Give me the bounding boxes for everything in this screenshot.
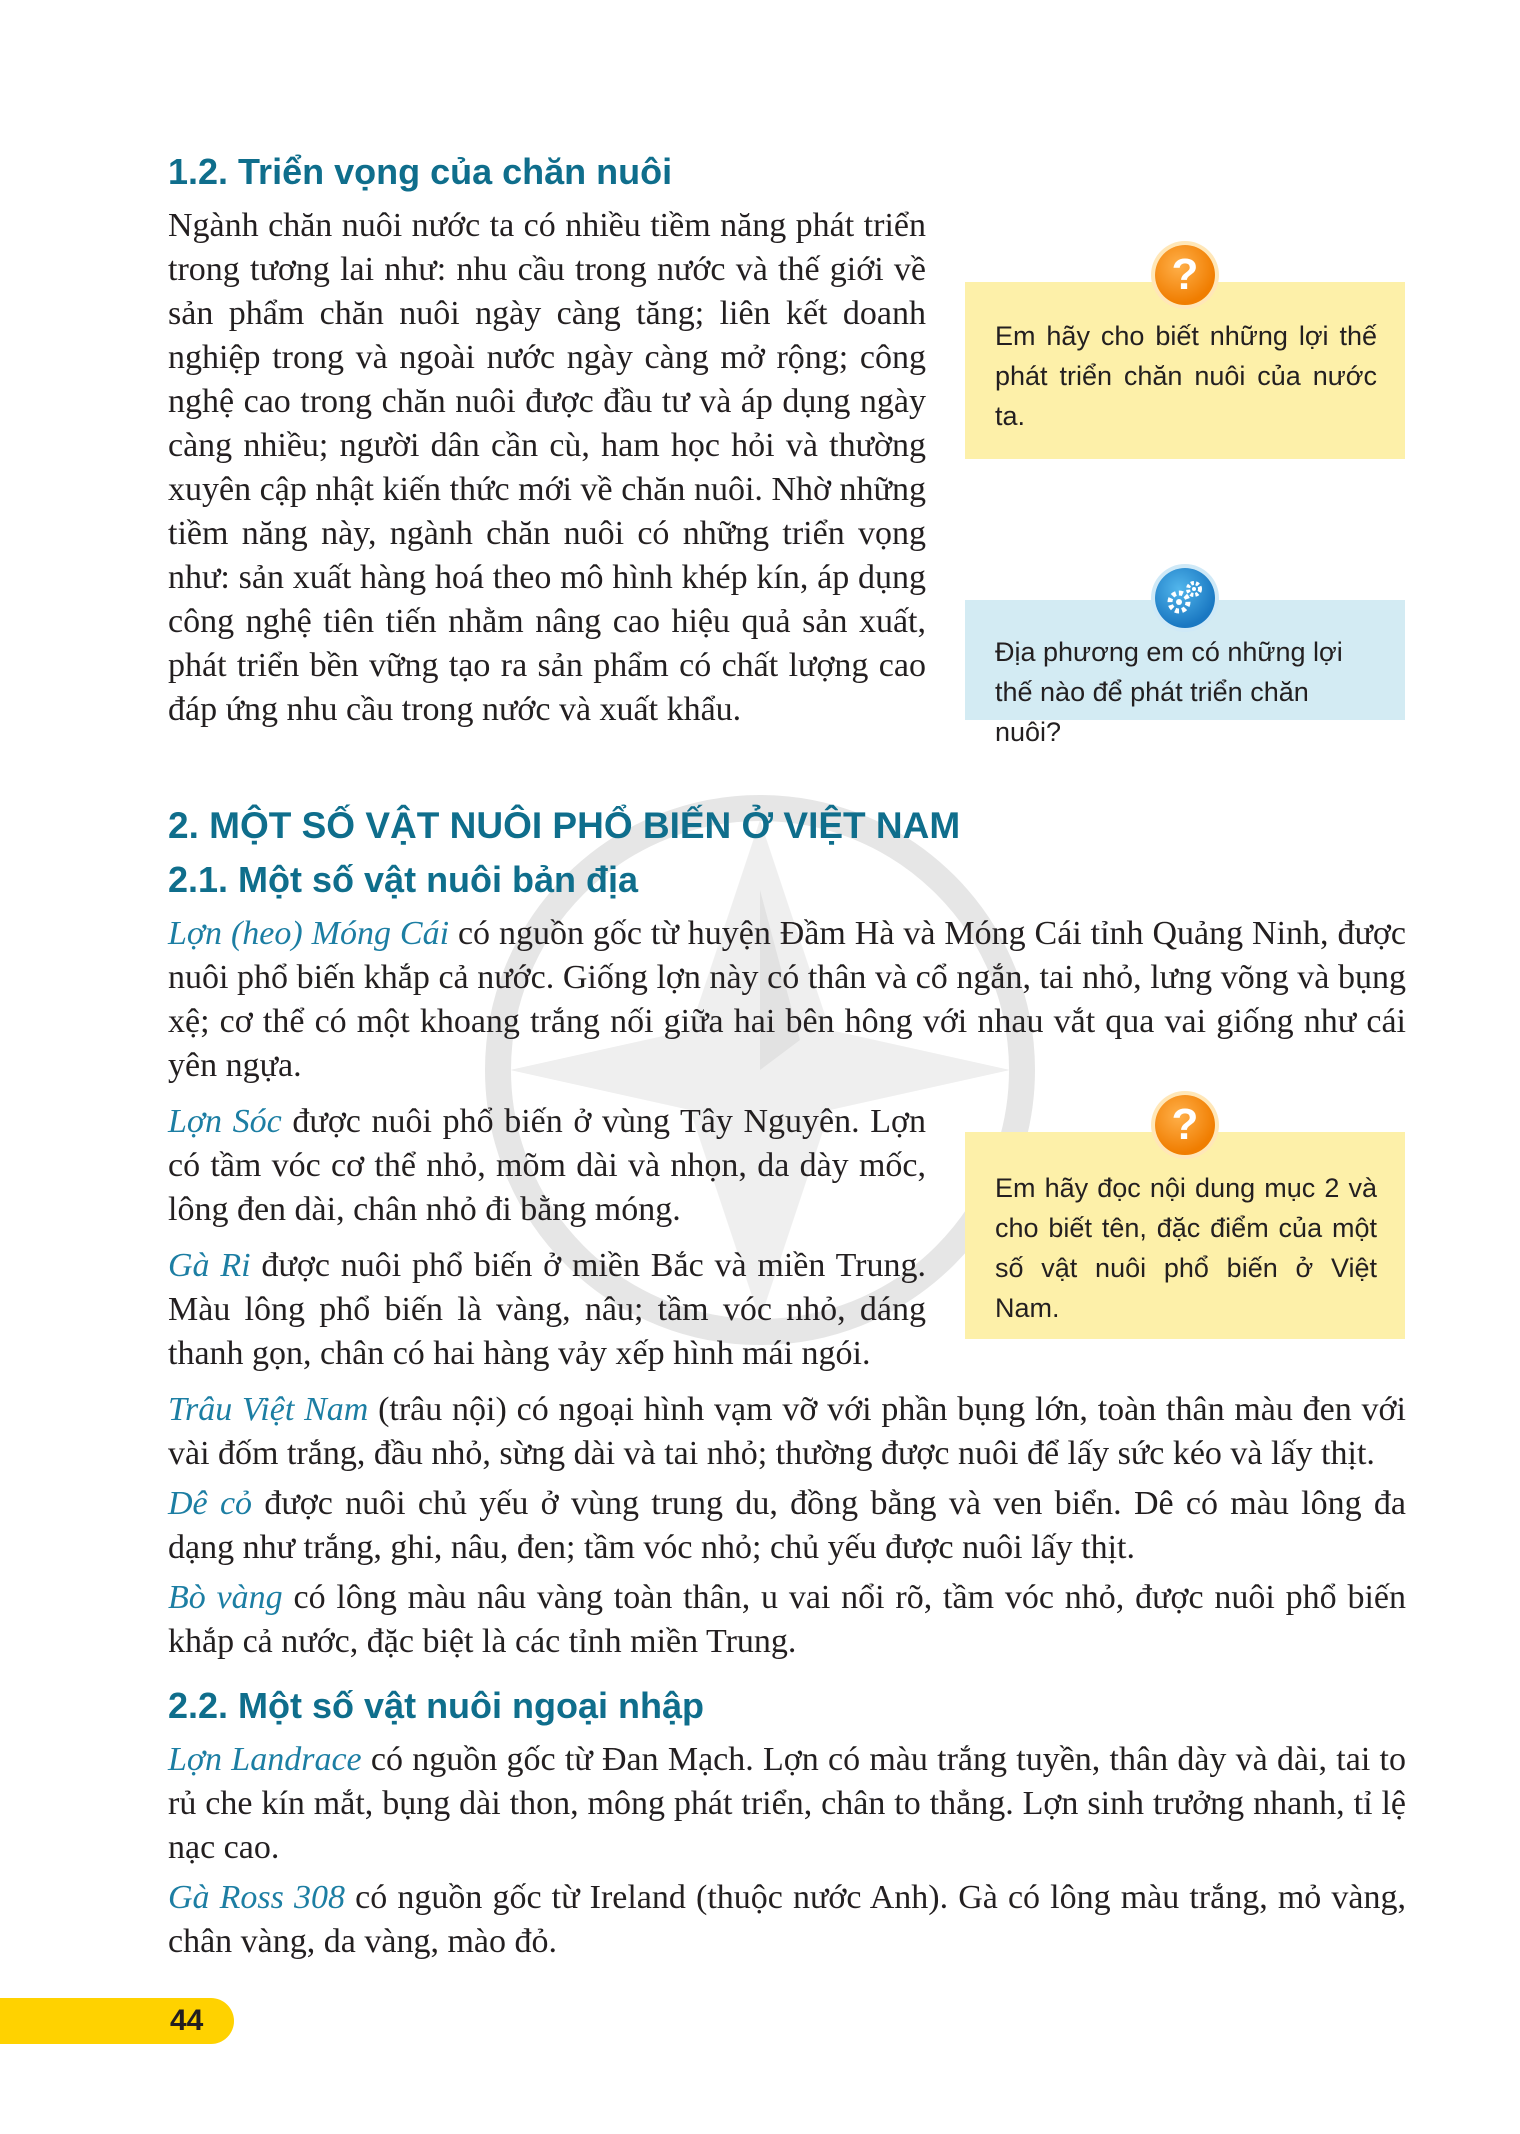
animal-name: Lợn Landrace xyxy=(168,1741,362,1778)
gears-glyph xyxy=(1155,568,1215,628)
animal-description: được nuôi phổ biến ở vùng Tây Nguyên. Lợn có tầm vóc cơ thể nhỏ, mõm dài và nhọn, da dày mốc, lông đen dài, chân nhỏ đi bằng móng. xyxy=(168,1103,926,1228)
imported-item xyxy=(168,1738,1406,1870)
native-item xyxy=(168,912,1406,1088)
native-item xyxy=(168,1388,1406,1476)
question-text: Em hãy cho biết những lợi thế phát triển chăn nuôi của nước ta. xyxy=(995,321,1377,431)
activity-text: Địa phương em có những lợi thế nào để phát triển chăn nuôi? xyxy=(995,637,1343,747)
question-box xyxy=(965,1132,1405,1339)
animal-name: Lợn Sóc xyxy=(168,1103,282,1140)
animal-description: (trâu nội) có ngoại hình vạm vỡ với phần bụng lớn, toàn thân màu đen với vài đốm trắng, đầu nhỏ, sừng dài và tai nhỏ; thường được nuôi để lấy sức kéo và lấy thịt. xyxy=(168,1391,1406,1472)
section-2-2-heading: 2.2. Một số vật nuôi ngoại nhập xyxy=(168,1685,705,1726)
section-2-heading: 2. MỘT SỐ VẬT NUÔI PHỔ BIẾN Ở VIỆT NAM xyxy=(168,805,961,846)
animal-name: Dê cỏ xyxy=(168,1485,253,1522)
animal-description: có nguồn gốc từ Ireland (thuộc nước Anh). Gà có lông màu trắng, mỏ vàng, chân vàng, da vàng, mào đỏ. xyxy=(168,1879,1406,1960)
animal-description: có nguồn gốc từ huyện Đầm Hà và Móng Cái tỉnh Quảng Ninh, được nuôi phổ biến khắp cả nước. Giống lợn này có thân và cổ ngắn, tai nhỏ, lưng võng và bụng xệ; cơ thể có một khoang trắng nối giữa hai bên hông với nhau vắt qua vai giống như cái yên ngựa. xyxy=(168,915,1406,1084)
animal-description: được nuôi phổ biến ở miền Bắc và miền Trung. Màu lông phổ biến là vàng, nâu; tầm vóc nhỏ, dáng thanh gọn, chân có hai hàng vảy xếp hình mái ngói. xyxy=(168,1247,926,1372)
native-item xyxy=(168,1244,926,1376)
section-2-1-heading: 2.1. Một số vật nuôi bản địa xyxy=(168,859,639,900)
animal-description: có nguồn gốc từ Đan Mạch. Lợn có màu trắng tuyền, thân dày và dài, tai to rủ che kín mắt, bụng dài thon, mông phát triển, chân to thẳng. Lợn sinh trưởng nhanh, tỉ lệ nạc cao. xyxy=(168,1741,1406,1866)
question-icon: ? xyxy=(1155,1095,1215,1155)
page-number-tab xyxy=(0,1998,234,2044)
section-1-2-body: Ngành chăn nuôi nước ta có nhiều tiềm năng phát triển trong tương lai như: nhu cầu trong nước và thế giới về sản phẩm chăn nuôi ngày càng tăng; liên kết doanh nghiệp trong và ngoài nước ngày càng mở rộng; công nghệ cao trong chăn nuôi được đầu tư và áp dụng ngày càng nhiều; người dân cần cù, ham học hỏi và thường xuyên cập nhật kiến thức mới về chăn nuôi. Nhờ những tiềm năng này, ngành chăn nuôi có những triển vọng như: sản xuất hàng hoá theo mô hình khép kín, áp dụng công nghệ tiên tiến nhằm nâng cao hiệu quả sản xuất, phát triển bền vững tạo ra sản phẩm có chất lượng cao đáp ứng nhu cầu trong nước và xuất khẩu. xyxy=(168,207,926,728)
page-number: 44 xyxy=(170,2004,204,2037)
animal-name: Gà Ross 308 xyxy=(168,1879,346,1916)
section-1-2-heading: 1.2. Triển vọng của chăn nuôi xyxy=(168,151,673,192)
question-text: Em hãy đọc nội dung mục 2 và cho biết tên, đặc điểm của một số vật nuôi phổ biến ở Việt Nam. xyxy=(995,1173,1377,1323)
animal-description: được nuôi chủ yếu ở vùng trung du, đồng bằng và ven biển. Dê có màu lông đa dạng như trắng, ghi, nâu, đen; tầm vóc nhỏ; chủ yếu được nuôi lấy thịt. xyxy=(168,1485,1406,1566)
animal-name: Gà Ri xyxy=(168,1247,251,1284)
gears-icon xyxy=(1155,568,1215,628)
animal-name: Lợn (heo) Móng Cái xyxy=(168,915,450,952)
native-item xyxy=(168,1576,1406,1664)
imported-item xyxy=(168,1876,1406,1964)
native-item xyxy=(168,1482,1406,1570)
animal-name: Trâu Việt Nam xyxy=(168,1391,369,1428)
question-icon: ? xyxy=(1155,245,1215,305)
native-item xyxy=(168,1100,926,1232)
animal-description: có lông màu nâu vàng toàn thân, u vai nổi rõ, tầm vóc nhỏ, được nuôi phổ biến khắp cả nước, đặc biệt là các tỉnh miền Trung. xyxy=(168,1579,1406,1660)
question-box xyxy=(965,282,1405,459)
animal-name: Bò vàng xyxy=(168,1579,283,1616)
